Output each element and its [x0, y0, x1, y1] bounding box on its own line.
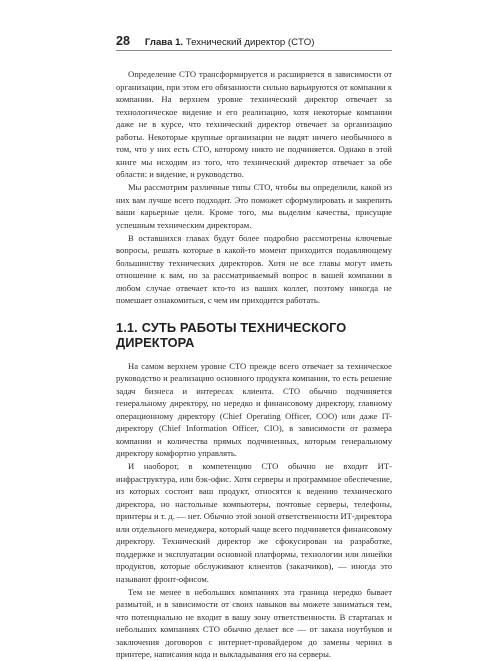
section-number: 1.1.: [116, 319, 138, 335]
section-title: СУТЬ РАБОТЫ ТЕХНИЧЕСКОГО ДИРЕКТОРА: [116, 319, 347, 350]
chapter-title: [145, 37, 314, 48]
paragraph-intro-3: В оставшихся главах будут более подробно рассмотрены ключевые вопросы, решать которые в какой-то момент приходится подавляющему большинству технических директоров. Хотя не все главы могут иметь отношение к вам, но за рассматриваемый вопрос в вашей компании в любом случае отвечает кто-то из ваших коллег, поэтому никогда не помешает ознакомиться, с чем им приходится работать.: [116, 232, 392, 305]
chapter-name: Технический директор (CTO): [185, 37, 315, 48]
paragraph-intro-1: Определение CTO трансформируется и расширяется в зависимости от организации, при этом его обязанности сильно варьируются от компании к компании. На верхнем уровне технический директор отвечает за технологическое видение и его реализацию, хотя некоторые компании даже не в курсе, что технический директор отвечает за организацию работы. Некоторые крупные организации не видят ничего необычного в том, что у них есть CTO, которому никто не подчиняется. Однако в этой книге мы исходим из того, что технический директор отвечает за обе области: и видение, и руководство.: [116, 69, 392, 179]
running-header: [116, 34, 392, 50]
paragraph-intro-2: Мы рассмотрим различные типы CTO, чтобы вы определили, какой из них вам лучше всего подходит. Это поможет сформулировать и закрепить ваши карьерные цели. Кроме того, мы выделим качества, присущие успешным техническим директорам.: [116, 182, 392, 230]
page-number: 28: [116, 34, 130, 48]
section-heading: [116, 320, 392, 350]
paragraph-section-1: На самом верхнем уровне CTO прежде всего отвечает за техническое руководство и реализацию основного продукта компании, то есть решение задач бизнеса и интересах клиента. CTO обычно подчиняется генеральному директору, но нередко и финансовому директору, главному операционному директору (Chief Operating Officer, COO) или даже IT-директору (Chief Information Officer, CIO), в зависимости от размера компании и количества прямых подчиненных, которым генеральному директору комфортно управлять.: [116, 360, 392, 458]
body-text: [116, 68, 392, 661]
paragraph-section-3: Тем не менее в небольших компаниях эта граница нередко бывает размытой, и в зависимости от своих навыков вы можете заниматься тем, что потенциально не входит в вашу зону ответственности. В стартапах и небольших компаниях CTO обычно делает все — от заказа ноутбуков и заключения договоров с интернет-провайдером до замены чернил в принтере, написания кода и выкладывания его на серверы.: [116, 586, 392, 659]
paragraph-section-2: И наоборот, в компетенцию CTO обычно не входит ИТ-инфраструктура, или бэк-офис. Хотя серверы и программное обеспечение, из которых состоит ваш продукт, относятся к ведению технического директора, но настольные компьютеры, почтовые серверы, телефоны, принтеры и т. д. — нет. Обычно этой зоной ответственности ИТ-директора или отдельного менеджера, который чаще всего подчиняется финансовому директору. Технический директор же сфокусирован на разработке, поддержке и эксплуатации основной платформы, технологии или линейки продуктов, которые обслуживают клиентов (заказчиков), — иногда это называют фронт-офисом.: [116, 461, 392, 584]
chapter-label: Глава 1.: [144, 37, 184, 48]
header-rule: [116, 50, 392, 51]
